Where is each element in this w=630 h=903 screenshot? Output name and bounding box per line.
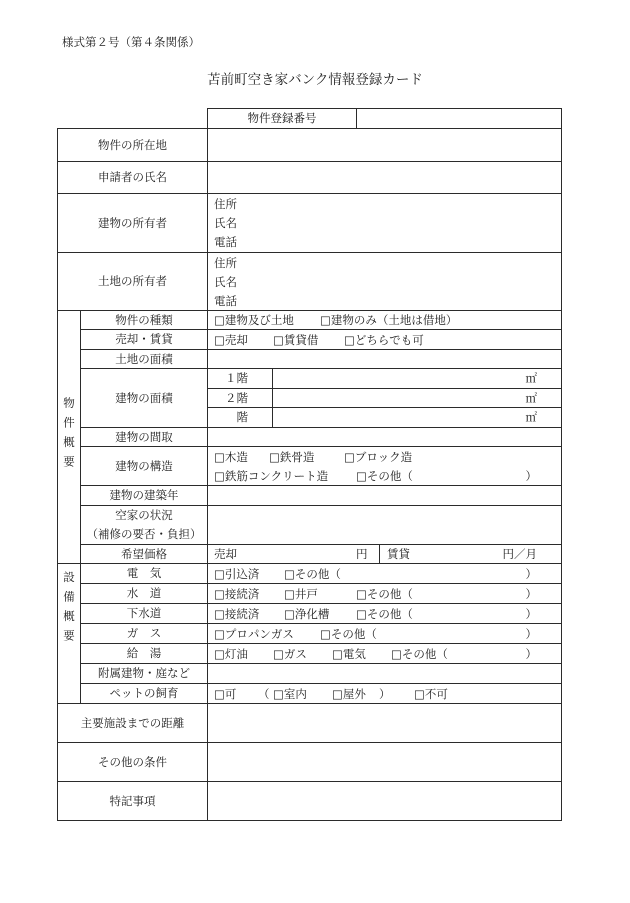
- price-sale-label: 売却: [214, 547, 237, 561]
- option-electricity-other: □その他（: [284, 566, 341, 581]
- gas-other-close-paren: ）: [525, 626, 537, 641]
- price-rent-unit: 円／月: [502, 547, 537, 561]
- vacancy-label: [81, 506, 208, 545]
- property-type-options: [208, 311, 562, 330]
- pets-close-paren: ）: [379, 686, 391, 701]
- special-notes-label: 特記事項: [58, 782, 208, 821]
- building-owner-address-label: 住所: [214, 197, 237, 211]
- option-wooden: □木造: [214, 449, 248, 464]
- annex-field: [208, 664, 562, 684]
- row-year-built: [58, 486, 562, 506]
- land-area-label: 土地の面積: [81, 350, 208, 369]
- sewer-label: 下水道: [81, 604, 208, 624]
- structure-label: 建物の構造: [81, 447, 208, 486]
- annex-label: 附属建物・庭など: [81, 664, 208, 684]
- location-label: 物件の所在地: [58, 129, 208, 162]
- electricity-other-close-paren: ）: [525, 566, 537, 581]
- option-hot-water-electric: □電気: [332, 646, 366, 661]
- pets-open-paren: （: [258, 686, 270, 701]
- form-number: 様式第２号（第４条関係）: [62, 35, 200, 49]
- row-special-notes: [58, 782, 562, 821]
- option-structure-other: □その他（: [356, 468, 413, 483]
- land-owner-phone-label: 電話: [214, 294, 237, 308]
- structure-options: [208, 447, 562, 486]
- floor-1-label: １階: [225, 371, 248, 385]
- floor-3-unit: ㎡: [525, 410, 537, 424]
- floor-1-unit: ㎡: [525, 371, 537, 385]
- structure-options-line-2: [208, 466, 561, 485]
- row-land-area: [58, 350, 562, 369]
- row-sale-or-rent: [58, 330, 562, 350]
- sale-or-rent-options: [208, 330, 562, 350]
- distance-field: [208, 704, 562, 743]
- hot-water-options: [208, 644, 562, 664]
- option-hot-water-gas: □ガス: [273, 646, 307, 661]
- property-overview-section: [58, 311, 81, 564]
- option-gas-other: □その他（: [320, 626, 377, 641]
- land-area-field: [208, 350, 562, 369]
- applicant-label: 申請者の氏名: [58, 162, 208, 194]
- registration-number-table: [207, 108, 562, 129]
- option-pets-outdoor: □屋外: [332, 686, 366, 701]
- pets-options: [208, 684, 562, 704]
- row-pets: [58, 684, 562, 704]
- row-distance: [58, 704, 562, 743]
- option-steel-frame: □鉄骨造: [269, 449, 315, 464]
- sale-or-rent-label: 売却・賃貸: [81, 330, 208, 350]
- option-hot-water-kerosene: □灯油: [214, 646, 248, 661]
- floor-1-cell: [208, 369, 273, 389]
- property-type-label: 物件の種類: [81, 311, 208, 330]
- option-block: □ブロック造: [344, 449, 413, 464]
- sewer-other-close-paren: ）: [525, 606, 537, 621]
- electricity-label: 電 気: [81, 564, 208, 584]
- distance-label: 主要施設までの距離: [58, 704, 208, 743]
- row-building-area-floor-1: [58, 369, 562, 389]
- gas-label: ガ ス: [81, 624, 208, 644]
- vacancy-field: [208, 506, 562, 545]
- row-sewer: [58, 604, 562, 624]
- pets-label: ペットの飼育: [81, 684, 208, 704]
- row-gas: [58, 624, 562, 644]
- special-notes-field: [208, 782, 562, 821]
- year-built-label: 建物の建築年: [81, 486, 208, 506]
- property-overview-heading: 物件概要: [62, 396, 76, 475]
- floor-1-area-field: [273, 369, 562, 389]
- row-floor-plan: [58, 428, 562, 447]
- sewer-options: [208, 604, 562, 624]
- option-water-other: □その他（: [356, 586, 413, 601]
- row-price: [58, 545, 562, 564]
- option-water-well: □井戸: [284, 586, 318, 601]
- option-reinforced-concrete: □鉄筋コンクリート造: [214, 468, 329, 483]
- location-field: [208, 129, 562, 162]
- building-owner-name-label: 氏名: [214, 216, 237, 230]
- option-either: □どちらでも可: [344, 332, 424, 347]
- land-owner-label: 土地の所有者: [58, 253, 208, 311]
- floor-3-area-field: [273, 408, 562, 428]
- land-owner-name-label: 氏名: [214, 275, 237, 289]
- row-structure: [58, 447, 562, 486]
- row-applicant: [58, 162, 562, 194]
- row-building-owner: [58, 194, 562, 253]
- price-rent-label: 賃貸: [387, 547, 410, 561]
- price-label: 希望価格: [81, 545, 208, 564]
- form-title: 苫前町空き家バンク情報登録カード: [207, 72, 423, 88]
- vacancy-label-line-1: 空家の状況: [115, 508, 173, 522]
- option-gas-propane: □プロパンガス: [214, 626, 294, 641]
- row-land-owner: [58, 253, 562, 311]
- facilities-section: [58, 564, 81, 704]
- building-owner-field: [208, 194, 562, 253]
- row-vacancy-status: [58, 506, 562, 545]
- vacancy-label-line-2: （補修の要否・負担）: [86, 527, 202, 541]
- floor-2-label: ２階: [225, 391, 248, 405]
- floor-2-unit: ㎡: [525, 391, 537, 405]
- row-annex: [58, 664, 562, 684]
- option-sewer-connected: □接続済: [214, 606, 260, 621]
- floor-plan-label: 建物の間取: [81, 428, 208, 447]
- floor-2-cell: [208, 389, 273, 408]
- row-water: [58, 584, 562, 604]
- other-conditions-field: [208, 743, 562, 782]
- option-building-and-land: □建物及び土地: [214, 313, 294, 327]
- structure-options-line-1: [208, 447, 561, 466]
- row-location: [58, 129, 562, 162]
- option-sewer-septic-tank: □浄化槽: [284, 606, 330, 621]
- building-owner-label: 建物の所有者: [58, 194, 208, 253]
- option-pets-indoor: □室内: [273, 686, 307, 701]
- option-hot-water-other: □その他（: [391, 646, 448, 661]
- price-sale-unit: 円: [356, 547, 368, 561]
- floor-2-area-field: [273, 389, 562, 408]
- option-sale: □売却: [214, 332, 248, 347]
- building-owner-phone-label: 電話: [214, 235, 237, 249]
- facilities-heading: 設備概要: [62, 571, 76, 649]
- row-other-conditions: [58, 743, 562, 782]
- registration-card-table: [57, 128, 562, 821]
- other-conditions-label: その他の条件: [58, 743, 208, 782]
- building-area-label: 建物の面積: [81, 369, 208, 428]
- option-lease: □賃貸借: [273, 332, 319, 347]
- floor-3-cell: [208, 408, 273, 428]
- water-other-close-paren: ）: [525, 586, 537, 601]
- option-pets-not-allowed: □不可: [414, 686, 448, 701]
- registration-number-label: 物件登録番号: [208, 109, 357, 129]
- option-pets-allowed: □可: [214, 686, 237, 701]
- option-water-connected: □接続済: [214, 586, 260, 601]
- option-sewer-other: □その他（: [356, 606, 413, 621]
- hot-water-other-close-paren: ）: [525, 646, 537, 661]
- row-hot-water: [58, 644, 562, 664]
- floor-plan-field: [208, 428, 562, 447]
- hot-water-label: 給 湯: [81, 644, 208, 664]
- price-divider: [379, 545, 380, 563]
- gas-options: [208, 624, 562, 644]
- land-owner-address-label: 住所: [214, 256, 237, 270]
- water-options: [208, 584, 562, 604]
- option-electricity-connected: □引込済: [214, 566, 260, 581]
- price-field: [208, 545, 562, 564]
- year-built-field: [208, 486, 562, 506]
- row-property-type: [58, 311, 562, 330]
- applicant-field: [208, 162, 562, 194]
- row-electricity: [58, 564, 562, 584]
- option-building-only: □建物のみ（土地は借地）: [320, 313, 458, 327]
- land-owner-field: [208, 253, 562, 311]
- row-registration-number: [208, 109, 562, 129]
- registration-number-field: [357, 109, 562, 129]
- water-label: 水 道: [81, 584, 208, 604]
- floor-3-label: 階: [236, 410, 248, 424]
- structure-other-close-paren: ）: [525, 468, 537, 483]
- electricity-options: [208, 564, 562, 584]
